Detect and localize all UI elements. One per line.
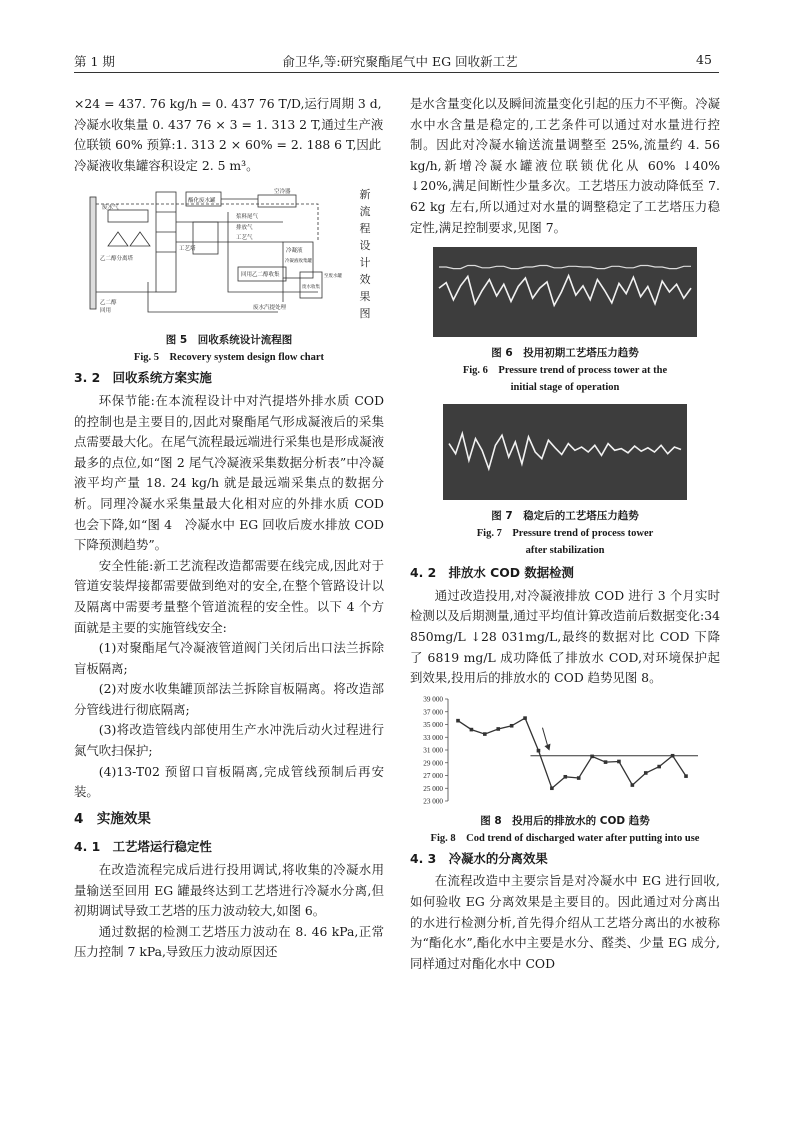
y-tick-label: 39 000 [423, 695, 443, 704]
para-4-2: 通过改造投用,对冷凝液排放 COD 进行 3 个月实时检测以及后期测量,通过平均值计算改造前后数据变化:34 850mg/L ↓28 031mg/L,最终的数据对比 COD 下降了 6819 mg/L 成功降低了排放水 COD,对环境保护起到效果,投用后的排放水的 COD 趋势见图 8。 [410, 587, 720, 686]
intro-line-3: 位联锁 60% 预算:1. 313 2 × 60% = 2. 188 6 T,因此 [74, 137, 382, 153]
figure-7-photo [443, 404, 687, 500]
intro-line-2: 冷凝水收集量 0. 437 76 × 3 = 1. 313 2 T,通过生产液 [74, 116, 384, 132]
header-issue: 第 1 期 [74, 54, 115, 69]
right-column [410, 94, 720, 974]
fig6-caption-zh: 图 6 投用初期工艺塔压力趋势 [491, 347, 639, 360]
section-4-2-heading: 4. 2 排放水 COD 数据检测 [410, 565, 574, 581]
cod-point [617, 759, 621, 763]
cone-2 [130, 232, 150, 246]
process-tower [156, 192, 176, 292]
cod-point [590, 754, 594, 758]
header-rule [74, 72, 719, 73]
label-steam: 废水汽提处理 [253, 305, 287, 312]
fig6-pressure-line [439, 276, 691, 306]
cod-point [537, 749, 541, 753]
fig7-caption-zh: 图 7 稳定后的工艺塔压力趋势 [491, 510, 639, 523]
fig5-caption-en: Fig. 5 Recovery system design flow chart [133, 352, 325, 364]
cone-1 [108, 232, 128, 246]
cod-point [470, 728, 474, 732]
fig6-caption-en-2: initial stage of operation [510, 382, 620, 394]
cod-point [496, 727, 500, 731]
label-tank-a: 酯化废水罐 [188, 198, 216, 205]
para-env: 环保节能:在本流程设计中对汽提塔外排水质 COD 的控制也是主要目的,因此对聚酯尾气形成凝液后的采集点需要最大化。在尾气流程最远端进行采集也是形成凝液最多的点位,如“图 2 尾气冷凝液采集数据分析表”中冷凝液平均产量 18. 24 kg/h 就是最远端采集点的数据分析。同理冷凝水采集量最大化相对应的外排水质 COD 也会下降,如“图 4 冷凝水中 EG 回收后废水排放 COD 下降预测趋势”。 [74, 392, 384, 553]
section-4-1-heading: 4. 1 工艺塔运行稳定性 [74, 839, 212, 855]
safety-item-3: (3)将改造管线内部使用生产水冲洗后动火过程进行氮气吹扫保护; [74, 722, 384, 759]
safety-item-4: (4)13-T02 预留口盲板隔离,完成管线预制后再安装。 [74, 763, 384, 800]
safety-item-2: (2)对废水收集罐顶部法兰拆除盲板隔离。将改造部分管线进行彻底隔离; [74, 681, 384, 717]
label-cold: 工艺气 [236, 235, 253, 242]
cod-point [563, 775, 567, 779]
intro-line-4: 冷凝液收集罐容积设定 2. 5 m³。 [74, 157, 259, 173]
pump-box [193, 222, 218, 254]
fig8-caption-en: Fig. 8 Cod trend of discharged water after putting into use [430, 832, 700, 844]
header-page: 45 [696, 52, 712, 67]
y-tick-label: 37 000 [423, 707, 443, 716]
fig5-side-label: 新流程设计效果图 [359, 188, 371, 321]
figure-5 [74, 182, 384, 328]
y-tick-label: 31 000 [423, 746, 443, 755]
cod-point [523, 716, 527, 720]
cod-point [604, 760, 608, 764]
fig7-caption-en-1: Fig. 7 Pressure trend of process tower [476, 528, 654, 540]
label-tower: 工艺塔 [179, 246, 196, 253]
figure-6-photo [433, 247, 697, 337]
y-tick-label: 23 000 [423, 797, 443, 806]
y-tick-label: 29 000 [423, 758, 443, 767]
fig6-reference-line [439, 266, 691, 269]
fig7-pressure-line [449, 434, 681, 469]
cod-chart [410, 693, 710, 807]
y-tick-label: 35 000 [423, 720, 443, 729]
fig7-caption-en-2: after stabilization [525, 545, 605, 557]
fig8-caption-zh: 图 8 投用后的排放水的 COD 趋势 [480, 814, 650, 827]
cod-point [671, 754, 675, 758]
figure-8-chart [410, 693, 710, 807]
section-4-3-heading: 4. 3 冷凝水的分离效果 [410, 850, 548, 866]
left-column [74, 94, 384, 963]
label-exhaust: 排放气 [236, 225, 253, 232]
para-4-1-b: 通过数据的检测工艺塔压力波动在 8. 46 kPa,正常压力控制 7 kPa,导致压力波动原因还 [74, 923, 384, 960]
cod-point [644, 771, 648, 775]
para-right-top: 是水含量变化以及瞬间流量变化引起的压力不平衡。冷凝水中水含量是稳定的,工艺条件可以通过对水量进行控制。因此对冷凝水输送流量调整至 25%,流量约 4. 56 kg/h,新增冷凝水罐液位联锁优化从 60% ↓40% ↓20%,满足间断性少量多次。工艺塔压力波动降低至 7. 62 kg 左右,所以通过对水量的调整稳定了工艺塔压力稳定性,满足控制要求,见图 7。 [410, 96, 720, 235]
label-second-distill: 乙二醇分离塔 [100, 256, 134, 263]
label-air-pipe: 空冷器 [274, 189, 291, 196]
cod-point [684, 774, 688, 778]
safety-item-1: (1)对聚酯尾气冷凝液管道阀门关闭后出口法兰拆除盲板隔离; [74, 640, 384, 676]
para-safe: 安全性能:新工艺流程改造都需要在线完成,因此对于管道安装焊接都需要做到绝对的安全,在整个管路设计以及隔离中需要考量整个管道流程的安全性。以下 4 个方面就是主要的实施管线安全: [74, 557, 384, 635]
label-tail-gas: 浆料尾气 [236, 214, 259, 221]
y-tick-label: 33 000 [423, 733, 443, 742]
intro-line-1: ×24 = 437. 76 kg/h = 0. 437 76 T/D,运行周期 3 d, [74, 96, 382, 111]
fig6-caption-en-1: Fig. 6 Pressure trend of process tower at the [462, 365, 668, 377]
label-recover: 回用乙二醇收集 [241, 272, 280, 279]
cod-point [577, 776, 581, 780]
air-cooler-box [258, 195, 296, 207]
cod-point [550, 786, 554, 790]
label-coll: 冷凝液收集罐 [285, 259, 312, 265]
column-left [90, 197, 96, 309]
para-4-1-a: 在改造流程完成后进行投用调试,将收集的冷凝水用量输送至回用 EG 罐最终达到工艺塔进行冷凝水分离,但初期调试导致工艺塔的压力波动较大,如图 6。 [74, 862, 384, 919]
cod-point [657, 764, 661, 768]
section-3-2-heading: 3. 2 回收系统方案实施 [74, 370, 212, 386]
fig5-caption-zh: 图 5 回收系统设计流程图 [165, 334, 293, 347]
label-cond: 冷凝液 [286, 248, 303, 255]
cod-series-line [458, 718, 686, 788]
section-4-heading: 4 实施效果 [74, 810, 151, 827]
label-eg: 乙二醇 [100, 300, 117, 307]
label-waste-gas: 废水气 [102, 205, 119, 212]
cod-point [456, 719, 460, 723]
header-title: 俞卫华,等:研究聚酯尾气中 EG 回收新工艺 [282, 54, 518, 69]
y-tick-label: 25 000 [423, 784, 443, 793]
para-4-3: 在流程改造中主要宗旨是对冷凝水中 EG 进行回收,如何验收 EG 分离效果是主要目的。因此通过对分离出的水进行检测分析,首先得介绍从工艺塔分离出的水被称为“酯化水”,酯化水中主要是水分、醛类、少量 EG 成分,同样通过对酯化水中 COD [410, 873, 720, 971]
label-wastewater-tank: 废水收集 [302, 285, 320, 291]
cod-point [631, 783, 635, 787]
flow-chart-diagram [78, 182, 358, 322]
label-to-tank: 至废水罐 [324, 274, 342, 280]
cod-point [510, 724, 514, 728]
cod-point [483, 732, 487, 736]
label-reuse: 回用 [100, 308, 112, 315]
y-tick-label: 27 000 [423, 771, 443, 780]
